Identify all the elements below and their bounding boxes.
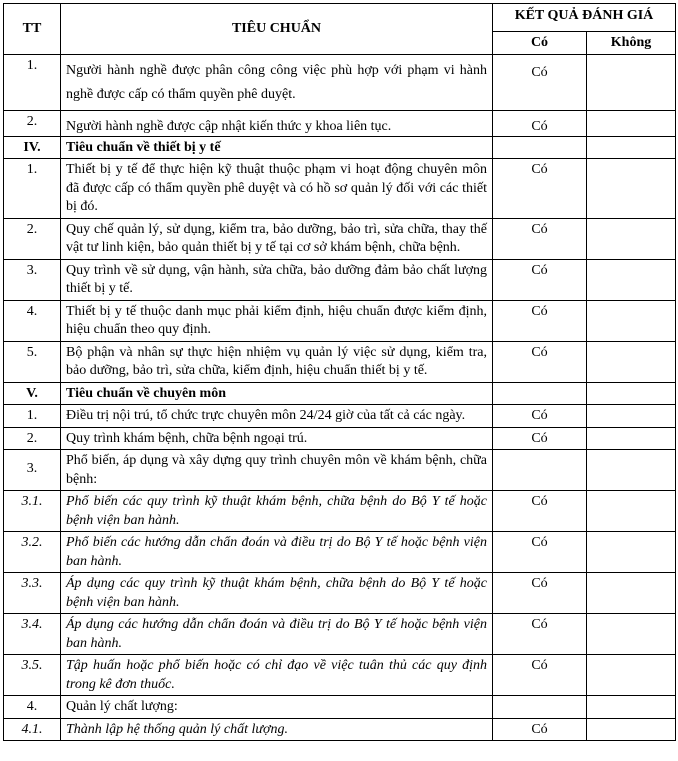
row-yes: Có bbox=[493, 110, 587, 136]
row-number: 3.3. bbox=[4, 573, 61, 614]
row-text: Áp dụng các quy trình kỹ thuật khám bệnh, chữa bệnh do Bộ Y tế hoặc bệnh viện ban hành. bbox=[61, 573, 493, 614]
row-number: 3. bbox=[4, 259, 61, 300]
section-title: Tiêu chuẩn về thiết bị y tế bbox=[61, 136, 493, 159]
section-title: Tiêu chuẩn về chuyên môn bbox=[61, 382, 493, 405]
row-no bbox=[587, 110, 676, 136]
section-row bbox=[4, 382, 676, 405]
row-number: 2. bbox=[4, 218, 61, 259]
row-yes: Có bbox=[493, 259, 587, 300]
row-number: 4. bbox=[4, 696, 61, 719]
table-row bbox=[4, 532, 676, 573]
table-row bbox=[4, 427, 676, 450]
row-yes: Có bbox=[493, 159, 587, 219]
header-result: KẾT QUẢ ĐÁNH GIÁ bbox=[493, 4, 676, 32]
row-number: 1. bbox=[4, 159, 61, 219]
row-yes: Có bbox=[493, 218, 587, 259]
row-number: 3.5. bbox=[4, 655, 61, 696]
table-row bbox=[4, 655, 676, 696]
row-yes: Có bbox=[493, 427, 587, 450]
row-yes: Có bbox=[493, 491, 587, 532]
header-yes: Có bbox=[493, 32, 587, 55]
row-yes: Có bbox=[493, 718, 587, 741]
row-number: 3. bbox=[4, 450, 61, 491]
header-standard: TIÊU CHUẨN bbox=[61, 4, 493, 55]
section-number: IV. bbox=[4, 136, 61, 159]
row-text: Quy trình về sử dụng, vận hành, sửa chữa, bảo dưỡng đảm bảo chất lượng thiết bị y tế. bbox=[61, 259, 493, 300]
row-no bbox=[587, 696, 676, 719]
section-row bbox=[4, 136, 676, 159]
row-yes: Có bbox=[493, 532, 587, 573]
row-text: Thiết bị y tế thuộc danh mục phải kiểm định, hiệu chuẩn được kiểm định, hiệu chuẩn theo quy định. bbox=[61, 300, 493, 341]
table-row bbox=[4, 450, 676, 491]
row-text: Quy trình khám bệnh, chữa bệnh ngoại trú. bbox=[61, 427, 493, 450]
row-no bbox=[587, 491, 676, 532]
row-no bbox=[587, 341, 676, 382]
row-number: 3.1. bbox=[4, 491, 61, 532]
row-yes bbox=[493, 382, 587, 405]
row-no bbox=[587, 450, 676, 491]
row-no bbox=[587, 655, 676, 696]
row-text: Phổ biến các hướng dẫn chẩn đoán và điều trị do Bộ Y tế hoặc bệnh viện ban hành. bbox=[61, 532, 493, 573]
row-no bbox=[587, 427, 676, 450]
row-yes: Có bbox=[493, 573, 587, 614]
row-no bbox=[587, 136, 676, 159]
table-row bbox=[4, 341, 676, 382]
row-yes: Có bbox=[493, 54, 587, 110]
row-no bbox=[587, 218, 676, 259]
row-number: 3.4. bbox=[4, 614, 61, 655]
header-tt: TT bbox=[4, 4, 61, 55]
row-text: Tập huấn hoặc phổ biến hoặc có chỉ đạo về việc tuân thủ các quy định trong kê đơn thuốc. bbox=[61, 655, 493, 696]
table-row bbox=[4, 696, 676, 719]
row-text: Áp dụng các hướng dẫn chẩn đoán và điều trị do Bộ Y tế hoặc bệnh viện ban hành. bbox=[61, 614, 493, 655]
row-no bbox=[587, 718, 676, 741]
table-row bbox=[4, 718, 676, 741]
row-no bbox=[587, 573, 676, 614]
row-no bbox=[587, 159, 676, 219]
row-number: 3.2. bbox=[4, 532, 61, 573]
row-no bbox=[587, 405, 676, 428]
row-yes bbox=[493, 450, 587, 491]
row-text: Điều trị nội trú, tổ chức trực chuyên môn 24/24 giờ của tất cả các ngày. bbox=[61, 405, 493, 428]
row-yes: Có bbox=[493, 655, 587, 696]
row-no bbox=[587, 382, 676, 405]
row-no bbox=[587, 614, 676, 655]
section-number: V. bbox=[4, 382, 61, 405]
table-row bbox=[4, 573, 676, 614]
row-no bbox=[587, 54, 676, 110]
table-row bbox=[4, 491, 676, 532]
table-row bbox=[4, 259, 676, 300]
row-text: Người hành nghề được phân công công việc phù hợp với phạm vi hành nghề được cấp có thẩm quyền phê duyệt. bbox=[61, 54, 493, 110]
row-text: Phổ biến, áp dụng và xây dựng quy trình chuyên môn về khám bệnh, chữa bệnh: bbox=[61, 450, 493, 491]
evaluation-table bbox=[3, 3, 676, 741]
table-row bbox=[4, 54, 676, 110]
row-yes: Có bbox=[493, 614, 587, 655]
row-yes: Có bbox=[493, 300, 587, 341]
table-row bbox=[4, 218, 676, 259]
row-no bbox=[587, 532, 676, 573]
row-text: Bộ phận và nhân sự thực hiện nhiệm vụ quản lý việc sử dụng, kiểm tra, bảo dưỡng, bảo trì, sửa chữa, kiểm định, hiệu chuẩn thiết bị y tế. bbox=[61, 341, 493, 382]
row-text: Thành lập hệ thống quản lý chất lượng. bbox=[61, 718, 493, 741]
table-row bbox=[4, 110, 676, 136]
row-number: 2. bbox=[4, 427, 61, 450]
row-yes bbox=[493, 696, 587, 719]
row-number: 4. bbox=[4, 300, 61, 341]
row-number: 1. bbox=[4, 405, 61, 428]
row-yes: Có bbox=[493, 405, 587, 428]
table-row bbox=[4, 405, 676, 428]
row-text: Quản lý chất lượng: bbox=[61, 696, 493, 719]
row-number: 5. bbox=[4, 341, 61, 382]
header-row bbox=[4, 4, 676, 32]
row-number: 2. bbox=[4, 110, 61, 136]
row-no bbox=[587, 300, 676, 341]
table-row bbox=[4, 614, 676, 655]
row-yes bbox=[493, 136, 587, 159]
row-number: 4.1. bbox=[4, 718, 61, 741]
row-text: Quy chế quản lý, sử dụng, kiểm tra, bảo dưỡng, bảo trì, sửa chữa, thay thế vật tư linh kiện, bảo quản thiết bị y tế tại cơ sở khám bệnh, chữa bệnh. bbox=[61, 218, 493, 259]
header-no: Không bbox=[587, 32, 676, 55]
row-text: Phổ biến các quy trình kỹ thuật khám bệnh, chữa bệnh do Bộ Y tế hoặc bệnh viện ban hành. bbox=[61, 491, 493, 532]
table-row bbox=[4, 300, 676, 341]
row-text: Thiết bị y tế để thực hiện kỹ thuật thuộc phạm vi hoạt động chuyên môn đã được cấp có thẩm quyền phê duyệt và có hồ sơ quản lý đối với các thiết bị đó. bbox=[61, 159, 493, 219]
row-yes: Có bbox=[493, 341, 587, 382]
table-row bbox=[4, 159, 676, 219]
row-text: Người hành nghề được cập nhật kiến thức y khoa liên tục. bbox=[61, 110, 493, 136]
row-no bbox=[587, 259, 676, 300]
row-number: 1. bbox=[4, 54, 61, 110]
